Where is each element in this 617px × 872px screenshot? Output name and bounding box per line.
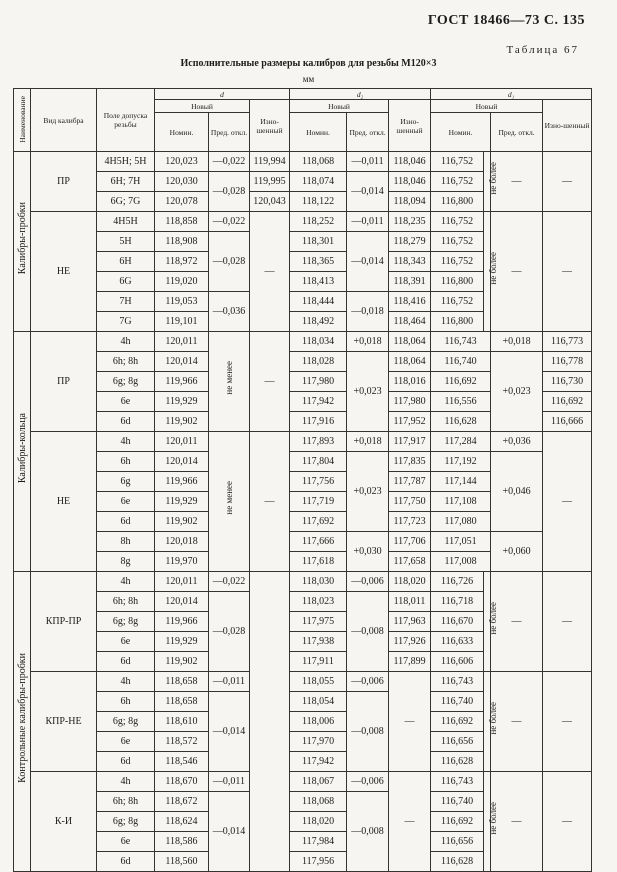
page-title: ГОСТ 18466—73 С. 135 bbox=[427, 13, 585, 28]
table-row: 6g 119,966 117,756 117,787 117,144 bbox=[14, 472, 592, 492]
table-row: 6h; 8h 120,014 —0,028 118,023 —0,008 118,011 116,718 bbox=[14, 592, 592, 612]
table-row: 8g 119,970 117,618 117,658 117,008 bbox=[14, 552, 592, 572]
table-row: 6h 120,014 117,804 +0,023 117,835 117,192 +0,046 bbox=[14, 452, 592, 472]
column-name-header: Наименование bbox=[14, 89, 31, 152]
table-row: 6g; 8g 118,610 118,006 116,692 bbox=[14, 712, 592, 732]
table-row: 6g; 8g 119,966 117,975 117,963 116,670 bbox=[14, 612, 592, 632]
d1-limit-header: Пред. откл. bbox=[491, 113, 543, 152]
not-more-note: не более bbox=[484, 212, 491, 332]
d1-nominal-header: Номин. bbox=[431, 113, 491, 152]
not-more-note: не более bbox=[484, 772, 491, 872]
d-nominal-header: Номин. bbox=[155, 113, 209, 152]
table-row: Калибры-кольца ПР 4h 120,011 не менее — 118,034 +0,018 118,064 116,743 +0,018 116,773 bbox=[14, 332, 592, 352]
table-row: 6e 119,929 117,719 117,750 117,108 bbox=[14, 492, 592, 512]
gauge-type: НЕ bbox=[31, 432, 97, 572]
d2-limit-header: Пред. откл. bbox=[347, 113, 389, 152]
table-caption: Исполнительные размеры калибров для резьбы M120×3 bbox=[180, 58, 437, 69]
d-limit-header: Пред. откл. bbox=[209, 113, 250, 152]
table-row: 6d 118,560 117,956 116,628 bbox=[14, 852, 592, 872]
d2-worn-header: Изно-шенный bbox=[389, 100, 431, 152]
group-name: Калибры-пробки bbox=[14, 152, 31, 332]
table-row: 6e 118,572 117,970 116,656 bbox=[14, 732, 592, 752]
gauge-dimensions-table bbox=[13, 88, 592, 872]
column-gauge-type-header: Вид калибра bbox=[31, 89, 97, 152]
table-row: 6d 119,902 117,692 117,723 117,080 bbox=[14, 512, 592, 532]
not-more-note: не более bbox=[484, 672, 491, 772]
table-row: Калибры-пробки ПР 4H5H; 5H 120,023 —0,022 119,994 118,068 —0,011 118,046 116,752 не более — — bbox=[14, 152, 592, 172]
not-more-note: не более bbox=[484, 152, 491, 212]
group-name: Калибры-кольца bbox=[14, 332, 31, 572]
d-worn-header: Изно-шенный bbox=[250, 100, 290, 152]
column-d1-header: d₁ bbox=[431, 89, 592, 100]
table-row: 6e 119,929 117,938 117,926 116,633 bbox=[14, 632, 592, 652]
gauge-type: НЕ bbox=[31, 212, 97, 332]
not-more-note: не более bbox=[484, 572, 491, 672]
d1-new-header: Новый bbox=[431, 100, 543, 113]
table-row: 6H; 7H 120,030 —0,028 119,995 118,074 —0,014 118,046 116,752 bbox=[14, 172, 592, 192]
gauge-type: ПР bbox=[31, 332, 97, 432]
table-row: 6d 119,902 117,911 117,899 116,606 bbox=[14, 652, 592, 672]
table-row: 6G; 7G 120,078 120,043 118,122 118,094 116,800 bbox=[14, 192, 592, 212]
not-less-note: не менее bbox=[209, 332, 250, 432]
table-row: 6h; 8h 120,014 118,028 +0,023 118,064 116,740 +0,023 116,778 bbox=[14, 352, 592, 372]
table-row: 7G 119,101 118,492 118,464 116,800 bbox=[14, 312, 592, 332]
column-d-header: d bbox=[155, 89, 290, 100]
table-row: 6G 119,020 118,413 118,391 116,800 bbox=[14, 272, 592, 292]
table-row: 6g; 8g 118,624 118,020 116,692 bbox=[14, 812, 592, 832]
table-row: 5H 118,908 —0,028 118,301 —0,014 118,279 116,752 bbox=[14, 232, 592, 252]
table-row: 7H 119,053 —0,036 118,444 —0,018 118,416 116,752 bbox=[14, 292, 592, 312]
table-row: 6h; 8h 118,672 —0,014 118,068 —0,008 116,740 bbox=[14, 792, 592, 812]
d-new-header: Новый bbox=[155, 100, 250, 113]
group-name: Контрольные калибры-пробки bbox=[14, 572, 31, 872]
not-less-note: не менее bbox=[209, 432, 250, 572]
table-row: 6d 119,902 117,916 117,952 116,628 116,666 bbox=[14, 412, 592, 432]
table-row: 6e 118,586 117,984 116,656 bbox=[14, 832, 592, 852]
table-row: 8h 120,018 117,666 +0,030 117,706 117,051 +0,060 bbox=[14, 532, 592, 552]
page-header bbox=[0, 0, 617, 100]
table-row: 6h 118,658 —0,014 118,054 —0,008 116,740 bbox=[14, 692, 592, 712]
table-row: 6H 118,972 118,365 118,343 116,752 bbox=[14, 252, 592, 272]
gauge-type: ПР bbox=[31, 152, 97, 212]
table-row: 6g; 8g 119,966 117,980 118,016 116,692 116,730 bbox=[14, 372, 592, 392]
gauge-type: К-И bbox=[31, 772, 97, 872]
table-row: НЕ 4h 120,011 не менее — 117,893 +0,018 117,917 117,284 +0,036 — bbox=[14, 432, 592, 452]
table-row: КПР-НЕ 4h 118,658 —0,011 118,055 —0,006 — 116,743 не более — — bbox=[14, 672, 592, 692]
table-label: Таблица 67 bbox=[506, 44, 579, 56]
table-row: 6e 119,929 117,942 117,980 116,556 116,692 bbox=[14, 392, 592, 412]
column-d2-header: d₂ bbox=[290, 89, 431, 100]
d1-worn-header: Изно-шенный bbox=[543, 100, 592, 152]
table-row: НЕ 4H5H 118,858 —0,022 — 118,252 —0,011 118,235 116,752 не более — — bbox=[14, 212, 592, 232]
d2-new-header: Новый bbox=[290, 100, 389, 113]
gauge-type: КПР-НЕ bbox=[31, 672, 97, 772]
gauge-type: КПР-ПР bbox=[31, 572, 97, 672]
table-row: 6d 118,546 117,942 116,628 bbox=[14, 752, 592, 772]
column-tolerance-header: Поле допуска резьбы bbox=[97, 89, 155, 152]
unit-label: мм bbox=[302, 74, 315, 84]
table-row: Контрольные калибры-пробки КПР-ПР 4h 120,011 —0,022 118,030 —0,006 118,020 116,726 не более — — bbox=[14, 572, 592, 592]
table-row: К-И 4h 118,670 —0,011 118,067 —0,006 — 116,743 не более — — bbox=[14, 772, 592, 792]
d2-nominal-header: Номин. bbox=[290, 113, 347, 152]
